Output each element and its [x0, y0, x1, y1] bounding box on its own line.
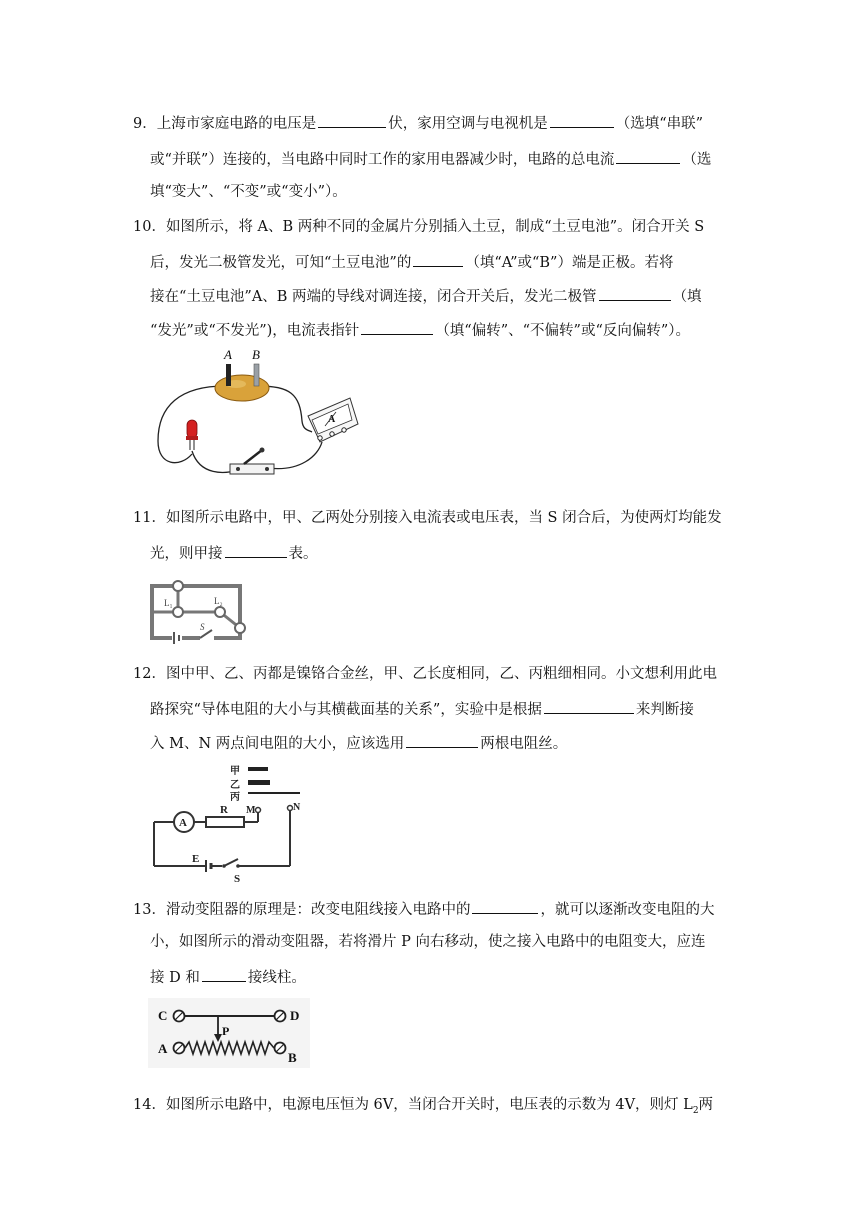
- resistor-r-icon: [206, 817, 244, 827]
- q9-text: 或“并联”）连接的，当电路中同时工作的家用电器减少时，电路的总电流: [150, 152, 615, 168]
- q13-blank-terminal[interactable]: [202, 966, 246, 982]
- led-base: [186, 436, 198, 440]
- q12-line-1: [133, 664, 717, 684]
- metal-plate-a: [226, 364, 231, 386]
- q13-text: 接 D 和: [150, 970, 200, 986]
- q9-blank-voltage[interactable]: [318, 112, 386, 128]
- terminal-m: [256, 808, 261, 813]
- q12-blank-basis[interactable]: [544, 698, 634, 714]
- q10-text: 后，发光二极管发光，可知“土豆电池”的: [150, 255, 412, 271]
- q14-line-1: [133, 1095, 713, 1121]
- q11-line-1: [133, 508, 722, 528]
- q13-line-1: [133, 898, 714, 920]
- q13-rheostat-figure: [148, 998, 310, 1068]
- q14-subscript: 2: [692, 1105, 699, 1116]
- q12-text: 来判断接: [635, 702, 694, 718]
- label-b: B: [288, 1050, 297, 1065]
- q9-line-1: [133, 112, 703, 134]
- q10-line-1: [133, 217, 704, 237]
- q11-circuit-figure: [148, 572, 252, 644]
- q10-blank-led[interactable]: [599, 285, 671, 301]
- q9-line-2: [150, 148, 711, 170]
- q13-blank-principle[interactable]: [472, 898, 538, 914]
- q10-blank-pole[interactable]: [413, 251, 463, 267]
- switch-terminal: [265, 467, 269, 471]
- ammeter-terminal: [330, 432, 334, 436]
- metal-plate-b: [254, 364, 259, 386]
- q14-text: 两: [698, 1097, 714, 1113]
- label-m: M: [246, 805, 256, 816]
- q9-text: 伏，家用空调与电视机是: [388, 116, 548, 132]
- q10-text: （填: [672, 289, 702, 305]
- q10-blank-needle[interactable]: [361, 319, 433, 335]
- q11-line-2: [150, 542, 318, 564]
- q11-text: 表。: [288, 546, 318, 562]
- potato: [215, 375, 269, 401]
- q12-text: 路探究“导体电阻的大小与其横截面基的关系”，实验中是根据: [150, 702, 542, 718]
- switch-contact: [236, 864, 240, 868]
- q10-text: （填“A”或“B”）端是正极。若将: [465, 255, 674, 271]
- q10-text: 10．如图所示，将 A、B 两种不同的金属片分别插入土豆，制成“土豆电池”。闭合开关 S: [133, 219, 705, 235]
- label-r: R: [220, 804, 228, 816]
- q10-text: “发光”或“不发光”)，电流表指针: [150, 323, 360, 339]
- q12-line-3: [150, 732, 567, 754]
- q13-text: 接线柱。: [247, 970, 306, 986]
- label-e: E: [192, 853, 200, 865]
- q11-text: 11．如图所示电路中，甲、乙两处分别接入电流表或电压表，当 S 闭合后，为使两灯均能发: [133, 510, 722, 526]
- ammeter-terminal: [318, 436, 322, 440]
- q9-line-3: [150, 182, 347, 202]
- meter-jia-icon: [173, 581, 183, 591]
- led: [187, 420, 197, 438]
- wire-bing: [248, 792, 300, 794]
- ammeter-terminal: [342, 428, 346, 432]
- q12-text: 12．图中甲、乙、丙都是镍铬合金丝，甲、乙长度相同，乙、丙粗细相同。小文想利用此电: [133, 666, 717, 682]
- wire-jia: [248, 767, 268, 771]
- q9-blank-connection[interactable]: [550, 112, 614, 128]
- label-n: N: [293, 802, 301, 813]
- q12-blank-wires[interactable]: [406, 732, 478, 748]
- label-s: S: [200, 622, 205, 632]
- q10-line-3: [150, 285, 702, 307]
- switch-knob: [260, 448, 265, 453]
- ammeter-label: A: [179, 817, 187, 829]
- terminal-n: [288, 806, 293, 811]
- q9-text: 填“变大”、“不变”或“变小”）。: [150, 184, 347, 200]
- switch-gap: [200, 634, 214, 642]
- label-d: D: [290, 1008, 300, 1023]
- switch-lever: [244, 450, 262, 464]
- q11-blank-meter[interactable]: [225, 542, 287, 558]
- q9-text: （选: [682, 152, 712, 168]
- label-yi: 乙: [230, 780, 240, 791]
- q13-line-2: [150, 932, 705, 952]
- lamp-l1-icon: [173, 607, 183, 617]
- plate-label-a: A: [224, 347, 232, 362]
- q10-potato-circuit-figure: [150, 346, 370, 486]
- label-l1: L₁: [164, 598, 173, 608]
- label-jia: 甲: [230, 766, 240, 777]
- switch-terminal: [236, 467, 240, 471]
- label-bing: 丙: [230, 792, 240, 803]
- q12-text: 入 M、N 两点间电阻的大小，应该选用: [150, 736, 405, 752]
- label-a: A: [158, 1041, 168, 1056]
- q9-text: 9．上海市家庭电路的电压是: [133, 116, 317, 132]
- switch-icon: [224, 859, 238, 866]
- lamp-l2-icon: [215, 607, 225, 617]
- q12-line-2: [150, 698, 694, 720]
- q14-text: 14．如图所示电路中，电源电压恒为 6V，当闭合开关时，电压表的示数为 4V，则灯 L: [133, 1097, 693, 1113]
- q13-text: 小，如图所示的滑动变阻器，若将滑片 P 向右移动，使之接入电路中的电阻变大，应连: [150, 934, 706, 950]
- q10-text: （填“偏转”、“不偏转”或“反向偏转”）。: [435, 323, 691, 339]
- q13-line-3: [150, 966, 306, 988]
- label-s: S: [234, 873, 241, 885]
- meter-yi-icon: [235, 623, 245, 633]
- label-p: P: [222, 1024, 230, 1038]
- q13-text: 13．滑动变阻器的原理是：改变电阻线接入电路中的: [133, 902, 471, 918]
- plate-label-b: B: [252, 347, 260, 362]
- ammeter-label: A: [328, 414, 336, 425]
- q10-line-2: [150, 251, 673, 273]
- label-c: C: [158, 1008, 168, 1023]
- q11-text: 光，则甲接: [150, 546, 223, 562]
- q13-text: ，就可以逐渐改变电阻的大: [540, 902, 715, 918]
- wire-yi: [248, 780, 270, 785]
- q12-circuit-figure: [148, 762, 308, 890]
- q9-blank-current[interactable]: [616, 148, 680, 164]
- label-l2: L₂: [214, 596, 223, 606]
- q12-text: 两根电阻丝。: [480, 736, 568, 752]
- q9-text: （选填“串联”: [615, 116, 704, 132]
- wire: [268, 442, 322, 469]
- q10-line-4: [150, 319, 690, 341]
- q10-text: 接在“土豆电池”A、B 两端的导线对调连接，闭合开关后，发光二极管: [150, 289, 597, 305]
